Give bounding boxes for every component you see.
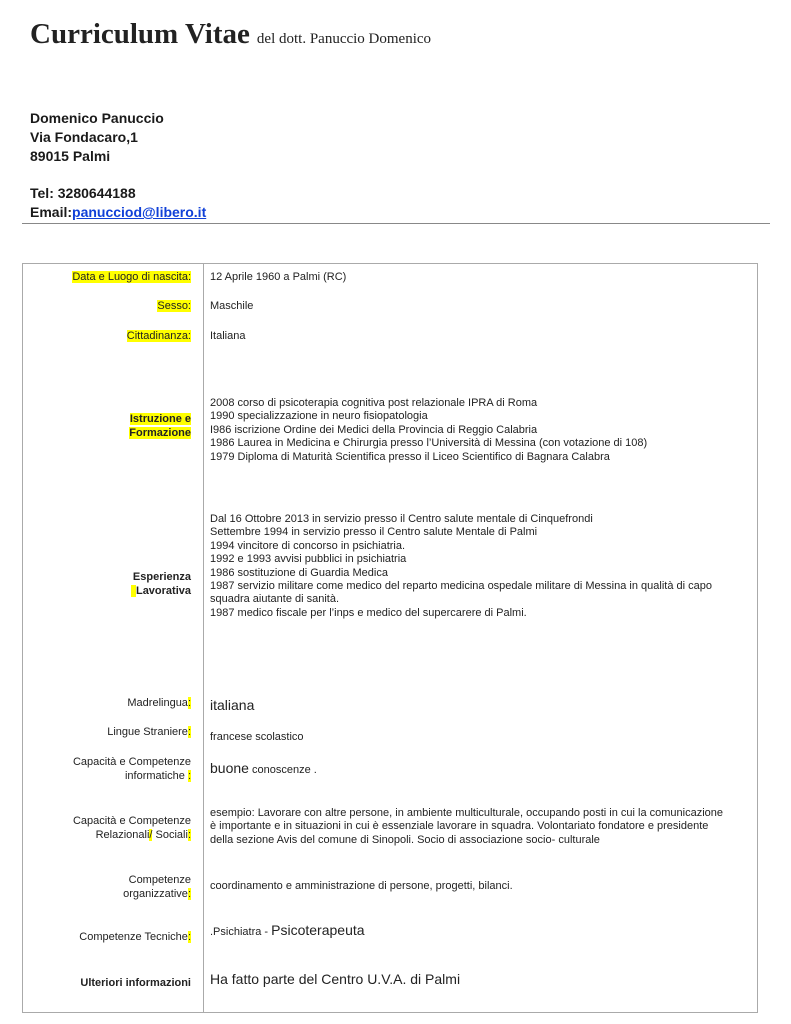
experience-label: Esperienza Lavorativa xyxy=(132,571,191,597)
list-item: 1992 e 1993 avvisi pubblici in psichiatria xyxy=(210,553,407,566)
foreign-languages-label: Lingue Straniere: xyxy=(107,726,191,738)
list-item: 1987 medico fiscale per l’inps e medico del supercarere di Palmi. xyxy=(210,606,527,619)
it-skills-value: buone conoscenze . xyxy=(210,760,317,776)
mother-tongue-label: Madrelingua: xyxy=(127,697,191,709)
text-line: è importante e in situazioni in cui è essenziale lavorare in squadra. Volontariato fondatore e presidente xyxy=(210,820,709,833)
sex-label: Sesso: xyxy=(157,300,191,312)
contact-city: 89015 Palmi xyxy=(30,148,111,164)
list-item: 2008 corso di psicoterapia cognitiva post relazionale IPRA di Roma xyxy=(210,397,538,409)
page-title xyxy=(30,18,431,51)
list-item: I986 iscrizione Ordine dei Medici della Provincia di Reggio Calabria xyxy=(210,423,538,436)
contact-address: Via Fondacaro,1 xyxy=(30,129,138,145)
email-link[interactable]: panucciod@libero.it xyxy=(72,204,207,220)
title-subtitle: del dott. Panuccio Domenico xyxy=(256,31,432,47)
it-skills-label: Capacità e Competenze informatiche : xyxy=(72,756,191,782)
relational-skills-label: Capacità e Competenze Relazionali/ Sociali: xyxy=(72,815,191,841)
organizational-skills-value: coordinamento e amministrazione di persone, progetti, bilanci. xyxy=(210,880,513,892)
email-label: Email: xyxy=(30,204,73,220)
relational-skills-value xyxy=(210,807,723,847)
text-line: esempio: Lavorare con altre persone, in ambiente multiculturale, occupando posti in cui la comunicazione xyxy=(210,807,724,819)
list-item: 1987 servizio militare come medico del reparto medicina ospedale militare di Messina in qualità di capo xyxy=(210,580,712,593)
technical-skills-label: Competenze Tecniche: xyxy=(79,931,191,943)
other-info-value: Ha fatto parte del Centro U.V.A. di Palmi xyxy=(210,971,461,987)
title-main: Curriculum Vitae xyxy=(30,18,250,50)
other-info-label: Ulteriori informazioni xyxy=(80,977,191,989)
list-item: Settembre 1994 in servizio presso il Centro salute Mentale di Palmi xyxy=(210,526,538,539)
header-divider xyxy=(22,223,770,224)
organizational-skills-label: Competenze organizzative: xyxy=(123,874,191,900)
contact-email-row xyxy=(30,204,206,220)
sex-value: Maschile xyxy=(210,300,254,312)
citizenship-value: Italiana xyxy=(210,330,246,342)
education-list xyxy=(210,397,647,464)
citizenship-label: Cittadinanza: xyxy=(126,330,191,342)
experience-list xyxy=(210,513,712,620)
list-item: Dal 16 Ottobre 2013 in servizio presso il Centro salute mentale di Cinquefrondi xyxy=(210,513,593,525)
contact-name: Domenico Panuccio xyxy=(30,110,164,126)
list-item: 1990 specializzazione in neuro fisiopatologia xyxy=(210,410,428,423)
birth-label: Data e Luogo di nascita: xyxy=(72,271,191,283)
list-item: 1979 Diploma di Maturità Scientifica presso il Liceo Scientifico di Bagnara Calabra xyxy=(210,450,610,463)
list-item: squadra aiutante di sanità. xyxy=(210,593,340,606)
list-item: 1986 Laurea in Medicina e Chirurgia presso l’Università di Messina (con votazione di 108) xyxy=(210,437,648,450)
list-item: 1994 vincitore di concorso in psichiatria. xyxy=(210,539,406,552)
education-label: Istruzione e Formazione xyxy=(129,413,191,439)
mother-tongue-value: italiana xyxy=(210,697,255,713)
foreign-languages-value: francese scolastico xyxy=(210,731,304,743)
cv-column-divider xyxy=(203,263,204,1013)
contact-tel: Tel: 3280644188 xyxy=(30,185,136,201)
list-item: 1986 sostituzione di Guardia Medica xyxy=(210,566,388,579)
birth-value: 12 Aprile 1960 a Palmi (RC) xyxy=(210,271,347,283)
technical-skills-value: .Psichiatra - Psicoterapeuta xyxy=(210,922,365,938)
text-line: della sezione Avis del comune di Sinopoli. Socio di associazione socio- culturale xyxy=(210,833,600,846)
